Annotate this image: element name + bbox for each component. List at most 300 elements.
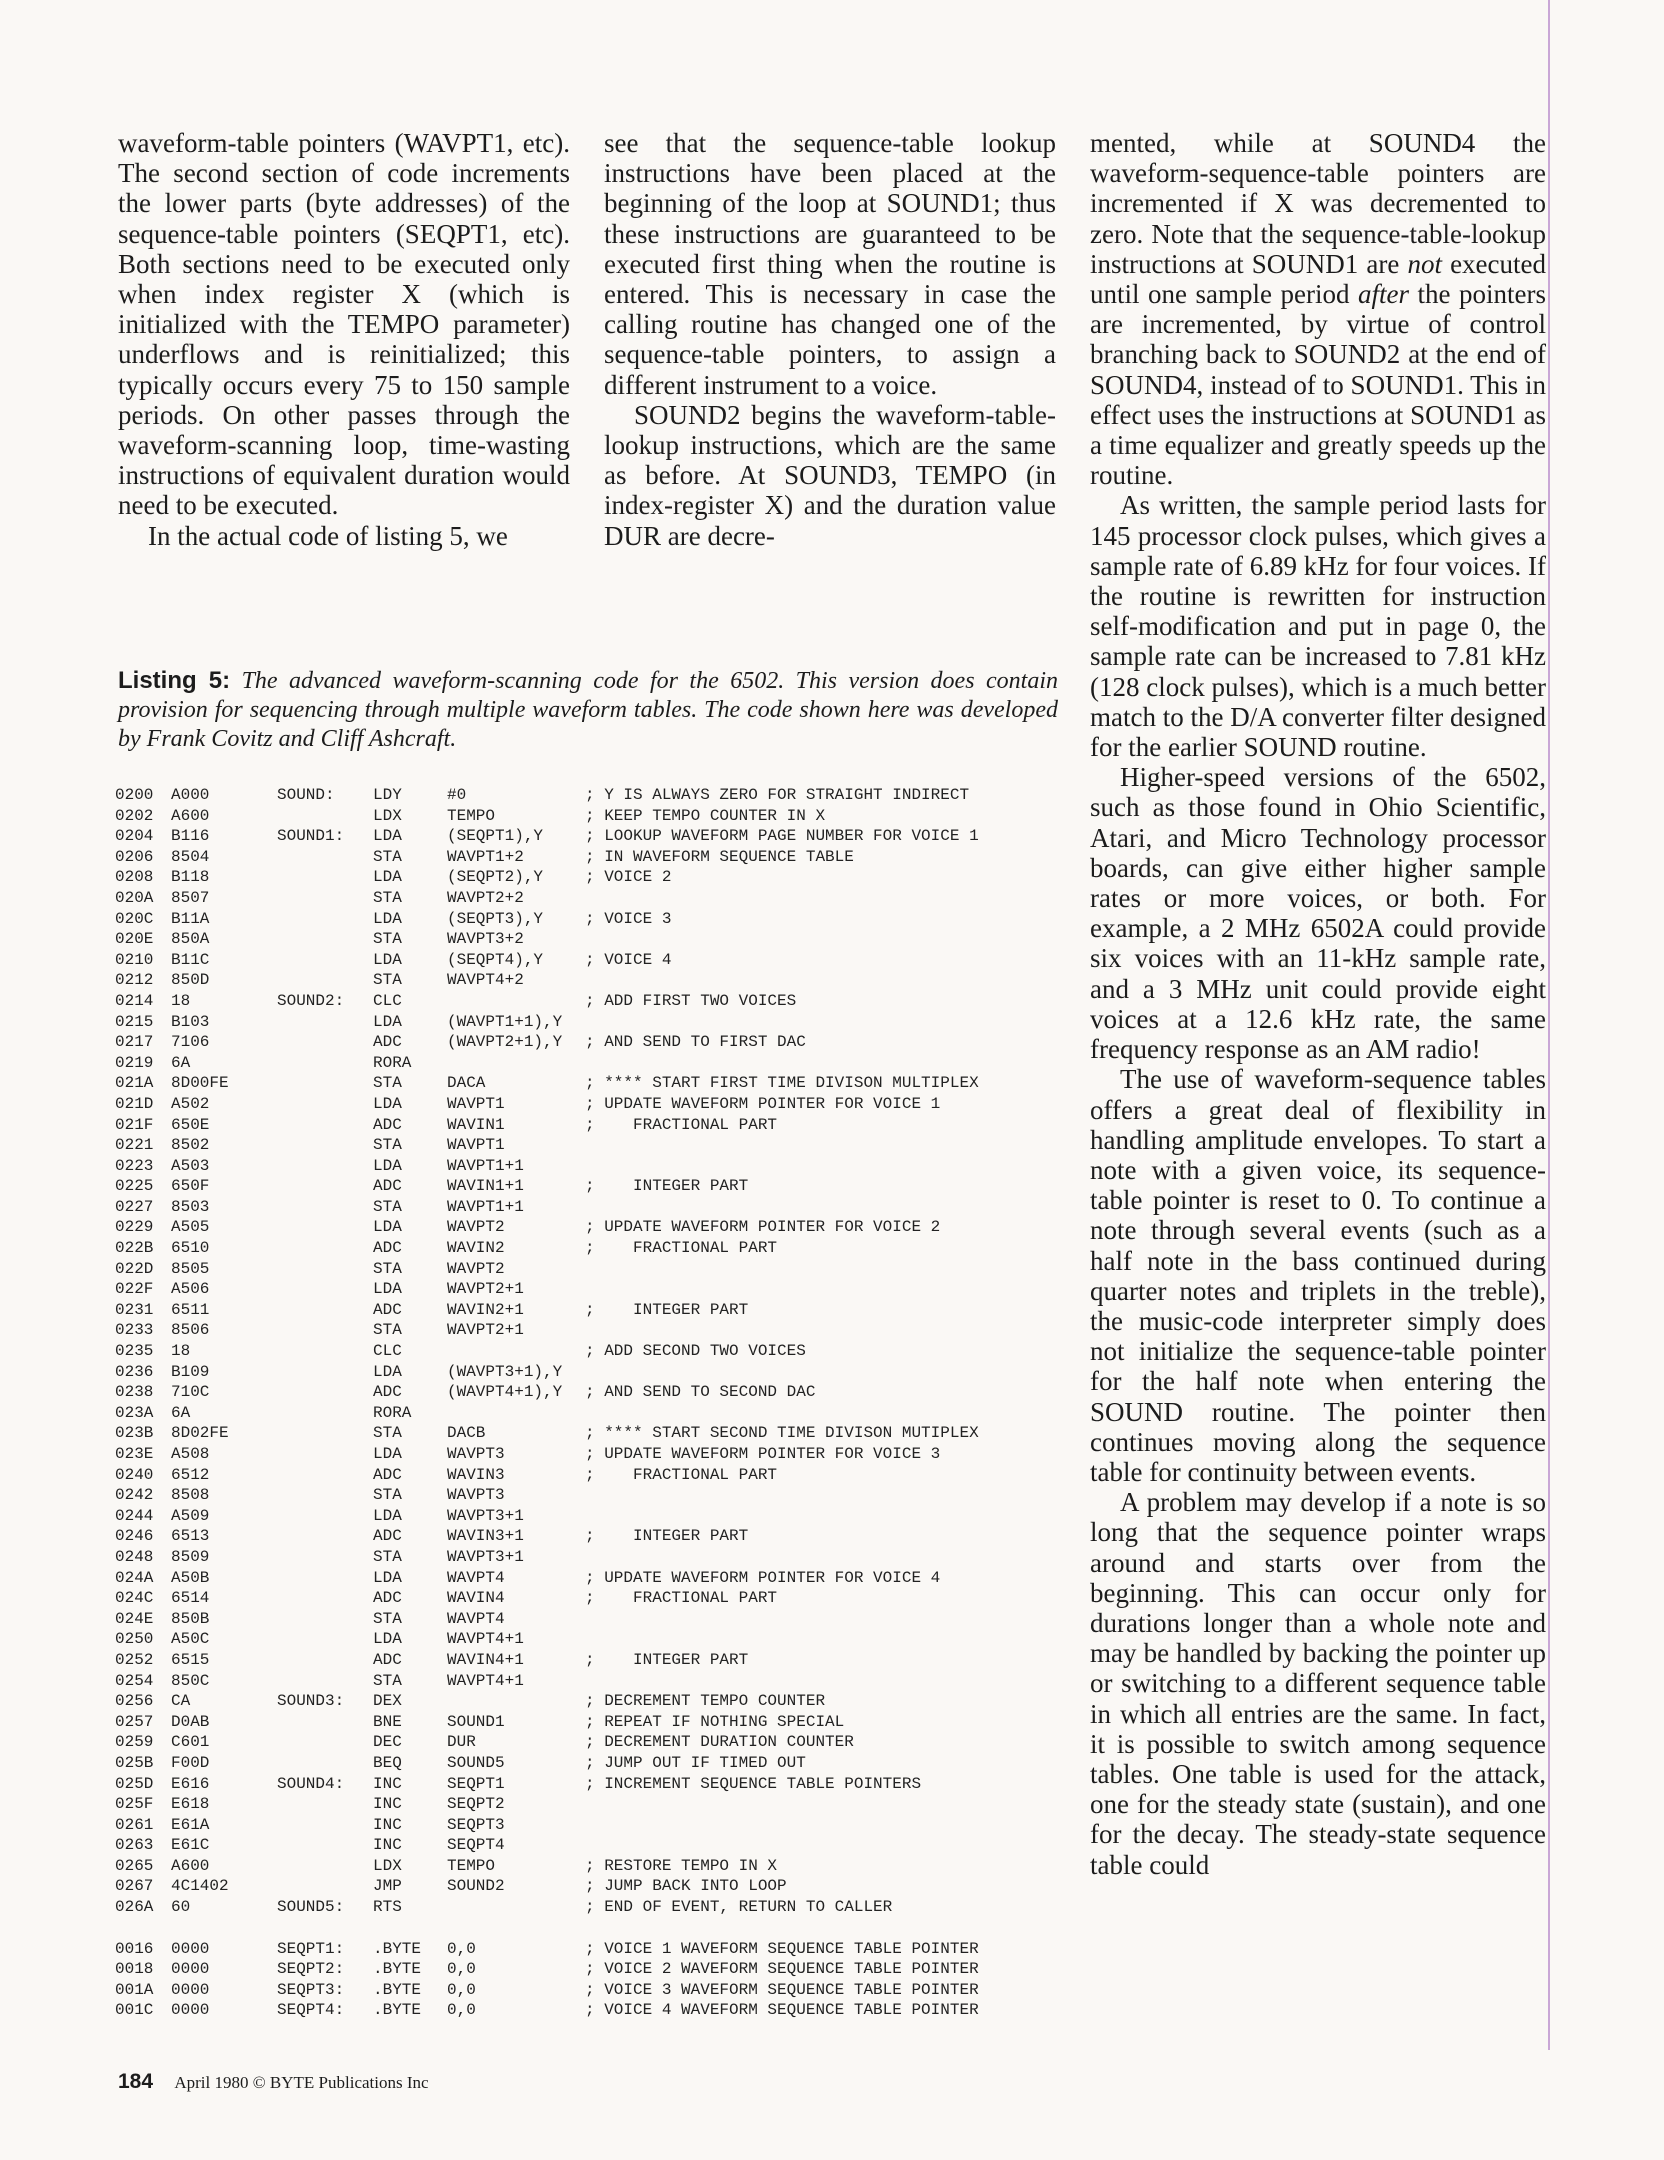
code-op: STA xyxy=(373,1197,402,1216)
code-addr: 023A xyxy=(115,1403,154,1422)
caption-text: The advanced waveform-scanning code for the 6502. This version does contain provision for sequencing through multiple waveform tables. The code shown here was developed by Frank Covitz and Cliff Ashcraft. xyxy=(118,668,1058,752)
code-code: 650E xyxy=(171,1115,210,1134)
code-addr: 0236 xyxy=(115,1362,154,1381)
code-arg: SOUND2 xyxy=(447,1877,505,1896)
code-code: 0000 xyxy=(171,1980,210,1999)
code-addr: 0246 xyxy=(115,1527,154,1546)
code-comment: ; AND SEND TO SECOND DAC xyxy=(585,1383,816,1402)
code-line xyxy=(115,1218,1060,1239)
code-line xyxy=(115,1713,1060,1734)
code-arg: SEQPT2 xyxy=(447,1795,505,1814)
code-addr: 0018 xyxy=(115,1960,154,1979)
code-addr: 0263 xyxy=(115,1836,154,1855)
code-code: 4C1402 xyxy=(171,1877,229,1896)
paragraph: A problem may develop if a note is so long that the sequence pointer wraps around and starts over from the beginning. This can occur only for durations longer than a whole note and may be handled by backing the pointer up or switching to a different sequence table in which all entries are the same. In fact, it is possible to switch among sequence tables. One table is used for the attack, one for the steady state (sustain), and one for the decay. The steady-state sequence table could xyxy=(1090,1487,1546,1880)
code-line xyxy=(115,1033,1060,1054)
code-addr: 0248 xyxy=(115,1547,154,1566)
code-line xyxy=(115,1013,1060,1034)
code-line xyxy=(115,1095,1060,1116)
code-comment: ; VOICE 2 WAVEFORM SEQUENCE TABLE POINTER xyxy=(585,1960,979,1979)
code-addr: 022F xyxy=(115,1280,154,1299)
code-code: 8503 xyxy=(171,1197,210,1216)
code-line xyxy=(115,992,1060,1013)
code-addr: 0200 xyxy=(115,786,154,804)
code-line xyxy=(115,1157,1060,1178)
code-code: A600 xyxy=(171,1856,210,1875)
code-arg: TEMPO xyxy=(447,1856,496,1875)
code-addr: 0244 xyxy=(115,1506,154,1525)
code-op: LDA xyxy=(373,950,402,969)
code-op: RORA xyxy=(373,1403,412,1422)
code-op: LDX xyxy=(373,1856,402,1875)
code-op: DEX xyxy=(373,1692,402,1711)
code-line xyxy=(115,1136,1060,1157)
code-line xyxy=(115,1527,1060,1548)
code-code: B116 xyxy=(171,827,210,846)
code-comment: ; **** START FIRST TIME DIVISON MULTIPLEX xyxy=(585,1074,979,1093)
code-arg: WAVIN2+1 xyxy=(447,1300,524,1319)
code-addr: 0267 xyxy=(115,1877,154,1896)
code-line xyxy=(115,1177,1060,1198)
code-code: A50C xyxy=(171,1630,210,1649)
data-section xyxy=(115,1940,1060,2022)
code-code: 6A xyxy=(171,1403,191,1422)
code-arg: WAVIN3 xyxy=(447,1465,505,1484)
code-code: 8D00FE xyxy=(171,1074,229,1093)
code-op: BEQ xyxy=(373,1753,402,1772)
code-code: D0AB xyxy=(171,1712,210,1731)
code-addr: 0240 xyxy=(115,1465,154,1484)
code-code: F00D xyxy=(171,1753,210,1772)
code-op: LDA xyxy=(373,1156,402,1175)
code-code: 850B xyxy=(171,1609,210,1628)
code-addr: 0259 xyxy=(115,1733,154,1752)
code-comment: ; FRACTIONAL PART xyxy=(585,1115,778,1134)
code-op: LDA xyxy=(373,868,402,887)
code-addr: 0204 xyxy=(115,827,154,846)
code-line xyxy=(115,1775,1060,1796)
code-line xyxy=(115,1424,1060,1445)
code-line xyxy=(115,1466,1060,1487)
code-addr: 001C xyxy=(115,2001,154,2020)
code-arg: WAVPT2+2 xyxy=(447,888,524,907)
code-addr: 025F xyxy=(115,1795,154,1814)
code-addr: 0212 xyxy=(115,971,154,990)
code-comment: ; VOICE 1 WAVEFORM SEQUENCE TABLE POINTER xyxy=(585,1939,979,1958)
code-op: CLC xyxy=(373,991,402,1010)
code-op: LDA xyxy=(373,1568,402,1587)
code-line xyxy=(115,1321,1060,1342)
code-arg: (WAVPT3+1),Y xyxy=(447,1362,563,1381)
code-addr: 0202 xyxy=(115,806,154,825)
code-arg: (WAVPT2+1),Y xyxy=(447,1033,563,1052)
code-comment: ; INTEGER PART xyxy=(585,1300,749,1319)
code-comment: ; VOICE 4 xyxy=(585,950,672,969)
code-code: 8509 xyxy=(171,1547,210,1566)
emphasis: after xyxy=(1358,279,1409,310)
code-comment: ; JUMP OUT IF TIMED OUT xyxy=(585,1753,806,1772)
code-op: ADC xyxy=(373,1239,402,1258)
code-label: SOUND5: xyxy=(277,1898,345,1917)
code-arg: #0 xyxy=(447,786,467,804)
code-code: 650F xyxy=(171,1177,210,1196)
code-op: STA xyxy=(373,1547,402,1566)
code-op: STA xyxy=(373,1609,402,1628)
code-arg: WAVPT4+1 xyxy=(447,1671,524,1690)
code-code: A506 xyxy=(171,1280,210,1299)
code-code: 60 xyxy=(171,1898,191,1917)
code-op: .BYTE xyxy=(373,2001,422,2020)
code-op: LDA xyxy=(373,1630,402,1649)
code-comment: ; JUMP BACK INTO LOOP xyxy=(585,1877,787,1896)
code-comment: ; AND SEND TO FIRST DAC xyxy=(585,1033,806,1052)
code-code: 18 xyxy=(171,1342,191,1361)
code-addr: 0210 xyxy=(115,950,154,969)
code-op: STA xyxy=(373,1486,402,1505)
code-line xyxy=(115,1445,1060,1466)
code-op: STA xyxy=(373,930,402,949)
code-arg: WAVPT4 xyxy=(447,1568,505,1587)
code-op: ADC xyxy=(373,1589,402,1608)
code-op: ADC xyxy=(373,1465,402,1484)
code-arg: DACB xyxy=(447,1424,486,1443)
code-label: SEQPT4: xyxy=(277,2001,345,2020)
code-line xyxy=(115,889,1060,910)
code-arg: WAVPT1+2 xyxy=(447,847,524,866)
code-op: INC xyxy=(373,1795,402,1814)
code-line xyxy=(115,1630,1060,1651)
code-op: ADC xyxy=(373,1177,402,1196)
code-label: SOUND1: xyxy=(277,827,345,846)
code-code: 6A xyxy=(171,1053,191,1072)
code-line xyxy=(115,1280,1060,1301)
code-code: E61C xyxy=(171,1836,210,1855)
code-code: 850D xyxy=(171,971,210,990)
code-addr: 001A xyxy=(115,1980,154,1999)
code-addr: 0261 xyxy=(115,1815,154,1834)
code-line xyxy=(115,1342,1060,1363)
code-arg: WAVIN2 xyxy=(447,1239,505,1258)
code-arg: (WAVPT1+1),Y xyxy=(447,1012,563,1031)
code-arg: 0,0 xyxy=(447,2001,476,2020)
code-addr: 020C xyxy=(115,909,154,928)
code-line xyxy=(115,2001,1060,2022)
code-code: 6515 xyxy=(171,1650,210,1669)
code-code: A50B xyxy=(171,1568,210,1587)
code-line xyxy=(115,1610,1060,1631)
code-line xyxy=(115,1301,1060,1322)
code-addr: 0217 xyxy=(115,1033,154,1052)
code-arg: SOUND5 xyxy=(447,1753,505,1772)
code-addr: 021D xyxy=(115,1094,154,1113)
code-comment: ; VOICE 4 WAVEFORM SEQUENCE TABLE POINTER xyxy=(585,2001,979,2020)
footer-credit: April 1980 © BYTE Publications Inc xyxy=(174,2073,429,2092)
code-comment: ; UPDATE WAVEFORM POINTER FOR VOICE 2 xyxy=(585,1218,941,1237)
code-line xyxy=(115,971,1060,992)
code-listing xyxy=(115,786,1060,2022)
code-arg: (SEQPT2),Y xyxy=(447,868,544,887)
code-arg: WAVPT3+1 xyxy=(447,1506,524,1525)
code-arg: (SEQPT1),Y xyxy=(447,827,544,846)
code-line xyxy=(115,786,1060,807)
code-addr: 025D xyxy=(115,1774,154,1793)
code-label: SEQPT1: xyxy=(277,1939,345,1958)
code-op: ADC xyxy=(373,1033,402,1052)
code-line xyxy=(115,1404,1060,1425)
code-comment: ; FRACTIONAL PART xyxy=(585,1239,778,1258)
code-op: ADC xyxy=(373,1527,402,1546)
code-comment: ; INTEGER PART xyxy=(585,1177,749,1196)
code-op: ADC xyxy=(373,1650,402,1669)
code-arg: (WAVPT4+1),Y xyxy=(447,1383,563,1402)
code-line xyxy=(115,1692,1060,1713)
code-op: LDA xyxy=(373,1280,402,1299)
code-addr: 0254 xyxy=(115,1671,154,1690)
code-label: SOUND2: xyxy=(277,991,345,1010)
code-arg: (SEQPT4),Y xyxy=(447,950,544,969)
code-code: B103 xyxy=(171,1012,210,1031)
code-comment: ; VOICE 3 WAVEFORM SEQUENCE TABLE POINTER xyxy=(585,1980,979,1999)
code-code: 6514 xyxy=(171,1589,210,1608)
code-addr: 0227 xyxy=(115,1197,154,1216)
code-addr: 024A xyxy=(115,1568,154,1587)
code-addr: 0229 xyxy=(115,1218,154,1237)
code-line xyxy=(115,1116,1060,1137)
code-comment: ; RESTORE TEMPO IN X xyxy=(585,1856,778,1875)
code-addr: 023E xyxy=(115,1445,154,1463)
code-code: A503 xyxy=(171,1156,210,1175)
code-line xyxy=(115,1672,1060,1693)
code-code: 8508 xyxy=(171,1486,210,1505)
code-addr: 0231 xyxy=(115,1300,154,1319)
code-comment: ; DECREMENT DURATION COUNTER xyxy=(585,1733,854,1752)
code-arg: WAVPT4+2 xyxy=(447,971,524,990)
code-arg: DACA xyxy=(447,1074,486,1093)
paragraph: In the actual code of listing 5, we xyxy=(148,520,508,551)
paragraph: As written, the sample period lasts for 145 processor clock pulses, which gives a sample rate of 6.89 kHz for four voices. If the routine is rewritten for instruction self-modification and put in page 0, the sample rate can be increased to 7.81 kHz (128 clock pulses), which is a much better match to the D/A converter filter designed for the earlier SOUND routine. xyxy=(1090,490,1546,763)
code-op: INC xyxy=(373,1815,402,1834)
code-op: STA xyxy=(373,971,402,990)
code-op: ADC xyxy=(373,1383,402,1402)
code-line xyxy=(115,1363,1060,1384)
code-code: 6512 xyxy=(171,1465,210,1484)
code-arg: WAVPT3+1 xyxy=(447,1547,524,1566)
code-op: LDX xyxy=(373,806,402,825)
code-op: RTS xyxy=(373,1898,402,1917)
code-line xyxy=(115,1569,1060,1590)
page-footer xyxy=(118,2070,429,2094)
code-addr: 024C xyxy=(115,1589,154,1608)
code-comment: ; DECREMENT TEMPO COUNTER xyxy=(585,1692,826,1711)
code-line xyxy=(115,1877,1060,1898)
code-code: 850A xyxy=(171,930,210,949)
code-comment: ; LOOKUP WAVEFORM PAGE NUMBER FOR VOICE 1 xyxy=(585,827,979,846)
code-op: LDA xyxy=(373,909,402,928)
code-line xyxy=(115,848,1060,869)
code-code: 8507 xyxy=(171,888,210,907)
code-comment: ; INTEGER PART xyxy=(585,1527,749,1546)
code-code: B118 xyxy=(171,868,210,887)
code-addr: 0235 xyxy=(115,1342,154,1361)
code-addr: 025B xyxy=(115,1753,154,1772)
code-code: 850C xyxy=(171,1671,210,1690)
code-op: .BYTE xyxy=(373,1960,422,1979)
code-addr: 022D xyxy=(115,1259,154,1278)
code-comment: ; KEEP TEMPO COUNTER IN X xyxy=(585,806,826,825)
code-op: LDA xyxy=(373,1445,402,1463)
code-code: C601 xyxy=(171,1733,210,1752)
code-addr: 0206 xyxy=(115,847,154,866)
code-comment: ; UPDATE WAVEFORM POINTER FOR VOICE 3 xyxy=(585,1445,941,1463)
code-code: 18 xyxy=(171,991,191,1010)
code-code: 8504 xyxy=(171,847,210,866)
paragraph: waveform-table pointers (WAVPT1, etc). The second section of code increments the lower parts (byte addresses) of the sequence-table pointers (SEQPT1, etc). Both sections need to be executed only when index register X (which is initialized with the TEMPO parameter) underflows and is reinitialized; this typically occurs every 75 to 150 sample periods. On other passes through the waveform-scanning loop, time-wasting instructions of equivalent duration would need to be executed. xyxy=(118,128,570,521)
text-column-2 xyxy=(604,128,1056,551)
code-arg: 0,0 xyxy=(447,1980,476,1999)
code-op: BNE xyxy=(373,1712,402,1731)
code-label: SOUND: xyxy=(277,786,335,804)
column-rule xyxy=(1548,0,1550,2050)
code-comment: ; Y IS ALWAYS ZERO FOR STRAIGHT INDIRECT xyxy=(585,786,970,804)
code-label: SEQPT2: xyxy=(277,1960,345,1979)
text-run: mented, while at SOUND4 the waveform-sequence-table pointers are incremented if X was decremented to zero. Note that the sequence-table-lookup instructions at SOUND1 are xyxy=(1090,128,1546,279)
code-line xyxy=(115,1940,1060,1961)
code-addr: 0223 xyxy=(115,1156,154,1175)
code-addr: 0265 xyxy=(115,1856,154,1875)
code-arg: WAVPT1+1 xyxy=(447,1156,524,1175)
code-line xyxy=(115,1589,1060,1610)
code-line xyxy=(115,1548,1060,1569)
code-label: SOUND4: xyxy=(277,1774,345,1793)
code-op: ADC xyxy=(373,1115,402,1134)
code-code: 6510 xyxy=(171,1239,210,1258)
code-line xyxy=(115,951,1060,972)
code-line xyxy=(115,1960,1060,1981)
text-column-1 xyxy=(118,128,570,551)
code-comment: ; FRACTIONAL PART xyxy=(585,1589,778,1608)
code-code: E61A xyxy=(171,1815,210,1834)
code-code: A505 xyxy=(171,1218,210,1237)
code-comment: ; UPDATE WAVEFORM POINTER FOR VOICE 4 xyxy=(585,1568,941,1587)
code-line xyxy=(115,807,1060,828)
emphasis: not xyxy=(1407,248,1442,279)
code-code: B109 xyxy=(171,1362,210,1381)
code-line xyxy=(115,868,1060,889)
code-code: 6511 xyxy=(171,1300,210,1319)
code-line xyxy=(115,1981,1060,2002)
code-line xyxy=(115,1198,1060,1219)
text-run: the pointers are incremented, by virtue of control branching back to SOUND2 at the end of SOUND4, instead of to SOUND1. This in effect uses the instructions at SOUND1 as a time equalizer and greatly speeds up the routine. xyxy=(1090,279,1546,491)
code-addr: 0250 xyxy=(115,1630,154,1649)
code-comment: ; UPDATE WAVEFORM POINTER FOR VOICE 1 xyxy=(585,1094,941,1113)
code-arg: WAVIN1+1 xyxy=(447,1177,524,1196)
code-line xyxy=(115,1074,1060,1095)
code-addr: 026A xyxy=(115,1898,154,1917)
code-section xyxy=(115,786,1060,1919)
code-code: A502 xyxy=(171,1094,210,1113)
code-arg: WAVIN1 xyxy=(447,1115,505,1134)
code-op: .BYTE xyxy=(373,1939,422,1958)
code-arg: WAVPT1+1 xyxy=(447,1197,524,1216)
code-line xyxy=(115,1795,1060,1816)
code-addr: 021F xyxy=(115,1115,154,1134)
code-op: LDA xyxy=(373,1362,402,1381)
code-arg: WAVIN4+1 xyxy=(447,1650,524,1669)
code-comment: ; FRACTIONAL PART xyxy=(585,1465,778,1484)
code-op: LDA xyxy=(373,1218,402,1237)
paragraph: Higher-speed versions of the 6502, such as those found in Ohio Scientific, Atari, and Micro Technology processor boards, can give either higher sample rates or more voices, or both. For example, a 2 MHz 6502A could provide six voices with an 11-kHz sample rate, and a 3 MHz unit could provide eight voices at a 12.6 kHz rate, the same frequency response as an AM radio! xyxy=(1090,762,1546,1065)
code-addr: 0016 xyxy=(115,1939,154,1958)
code-op: STA xyxy=(373,888,402,907)
listing-gap xyxy=(115,1919,1060,1940)
code-code: 0000 xyxy=(171,2001,210,2020)
code-arg: WAVPT4 xyxy=(447,1609,505,1628)
code-comment: ; END OF EVENT, RETURN TO CALLER xyxy=(585,1898,893,1917)
code-line xyxy=(115,930,1060,951)
code-code: 710C xyxy=(171,1383,210,1402)
code-op: LDA xyxy=(373,1094,402,1113)
code-addr: 0238 xyxy=(115,1383,154,1402)
code-comment: ; VOICE 2 xyxy=(585,868,672,887)
code-arg: WAVPT2+1 xyxy=(447,1280,524,1299)
code-code: E616 xyxy=(171,1774,210,1793)
code-line xyxy=(115,1651,1060,1672)
code-comment: ; REPEAT IF NOTHING SPECIAL xyxy=(585,1712,845,1731)
page-number: 184 xyxy=(118,2070,154,2093)
code-code: 0000 xyxy=(171,1960,210,1979)
text-run: executed until one sample period xyxy=(1090,248,1547,310)
paragraph: SOUND2 begins the waveform-table-lookup instructions, which are the same as before. At SOUND3, TEMPO (in index-register X) and the duration value DUR are decre- xyxy=(604,399,1056,551)
code-line xyxy=(115,1754,1060,1775)
code-code: A600 xyxy=(171,806,210,825)
code-addr: 0242 xyxy=(115,1486,154,1505)
code-code: B11C xyxy=(171,950,210,969)
code-op: STA xyxy=(373,1259,402,1278)
code-arg: (SEQPT3),Y xyxy=(447,909,544,928)
code-op: INC xyxy=(373,1836,402,1855)
code-comment: ; VOICE 3 xyxy=(585,909,672,928)
code-arg: WAVPT3 xyxy=(447,1486,505,1505)
code-addr: 0233 xyxy=(115,1321,154,1340)
code-line xyxy=(115,1898,1060,1919)
listing-caption xyxy=(118,666,1058,754)
code-addr: 0219 xyxy=(115,1053,154,1072)
code-arg: SOUND1 xyxy=(447,1712,505,1731)
code-arg: WAVPT1 xyxy=(447,1136,505,1155)
code-op: STA xyxy=(373,1321,402,1340)
code-op: .BYTE xyxy=(373,1980,422,1999)
code-arg: WAVPT2 xyxy=(447,1259,505,1278)
code-label: SEQPT3: xyxy=(277,1980,345,1999)
code-addr: 0214 xyxy=(115,991,154,1010)
code-arg: WAVPT2 xyxy=(447,1218,505,1237)
code-comment: ; **** START SECOND TIME DIVISON MUTIPLEX xyxy=(585,1424,979,1443)
code-arg: TEMPO xyxy=(447,806,496,825)
code-line xyxy=(115,1857,1060,1878)
text-column-3 xyxy=(1090,128,1546,1880)
code-op: RORA xyxy=(373,1053,412,1072)
code-code: 8505 xyxy=(171,1259,210,1278)
code-code: 6513 xyxy=(171,1527,210,1546)
code-comment: ; INCREMENT SEQUENCE TABLE POINTERS xyxy=(585,1774,922,1793)
code-code: 8506 xyxy=(171,1321,210,1340)
code-arg: SEQPT4 xyxy=(447,1836,505,1855)
code-op: LDY xyxy=(373,786,402,804)
code-op: STA xyxy=(373,1671,402,1690)
code-code: 8502 xyxy=(171,1136,210,1155)
code-arg: DUR xyxy=(447,1733,476,1752)
code-comment: ; INTEGER PART xyxy=(585,1650,749,1669)
